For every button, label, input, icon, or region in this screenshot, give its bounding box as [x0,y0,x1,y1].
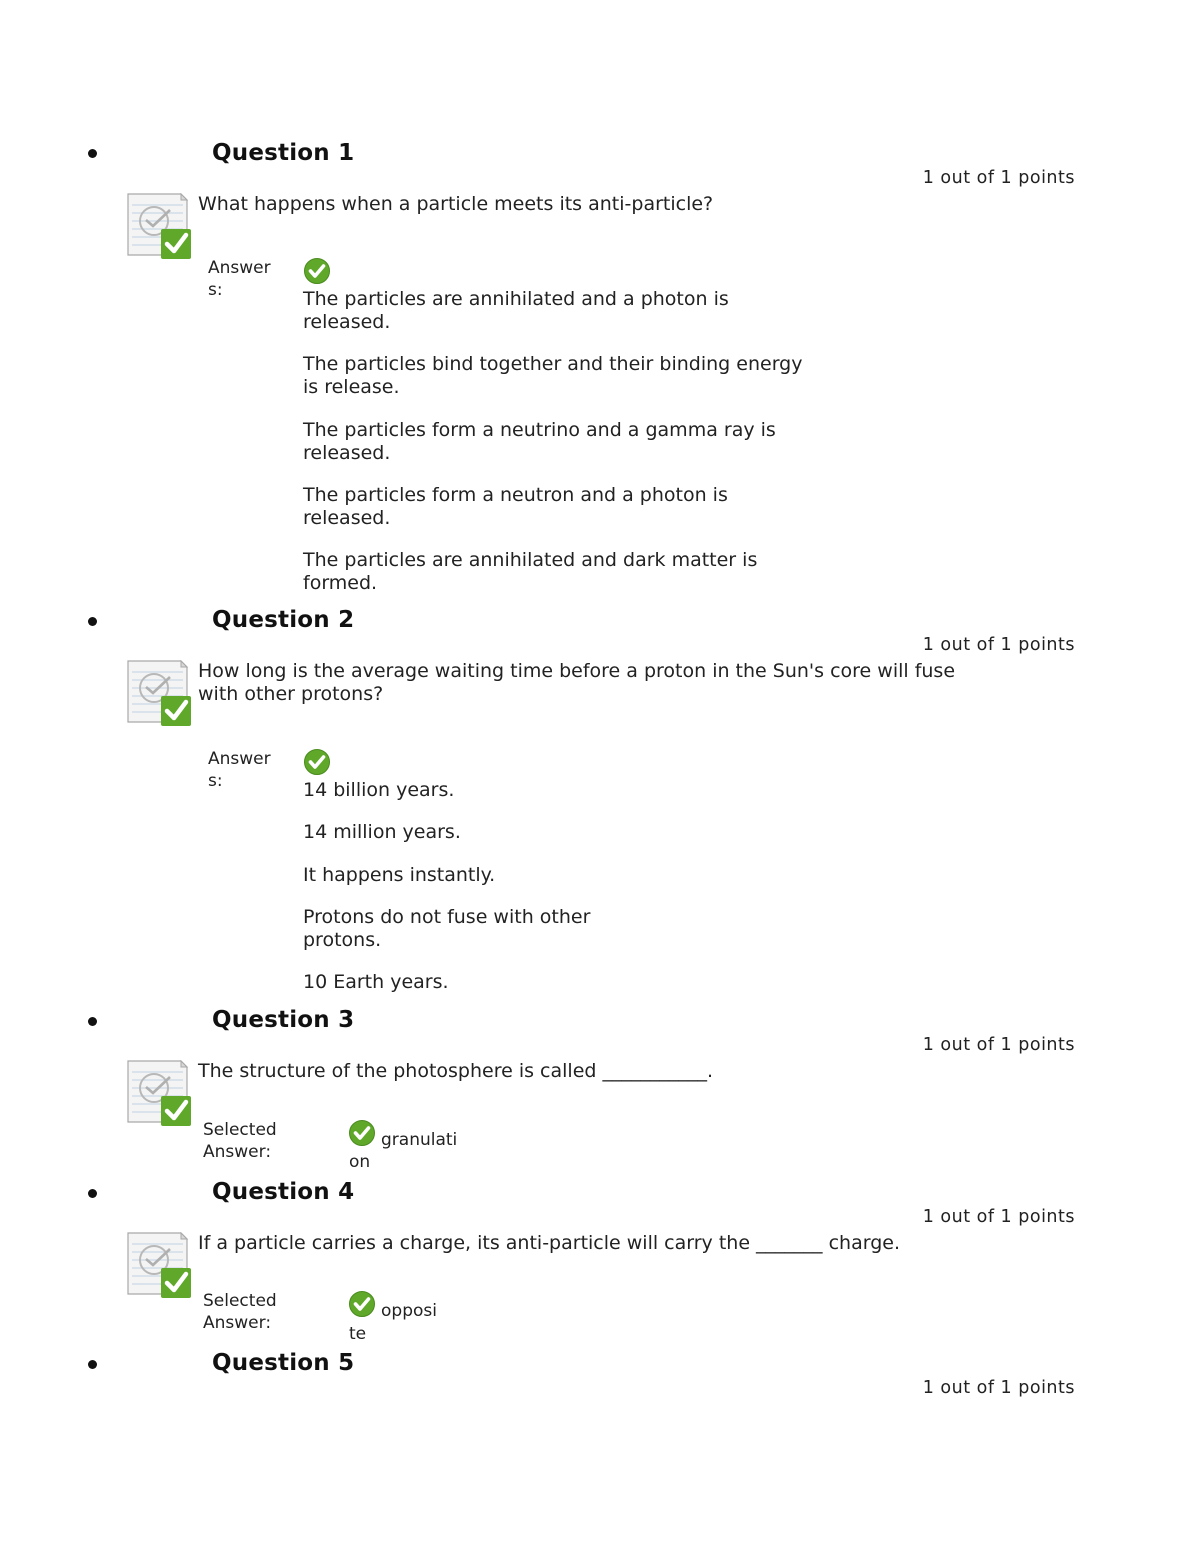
correct-answer-document-icon [125,1232,191,1298]
bullet-icon [88,1360,97,1369]
selected-answer-value: granulati [381,1130,458,1150]
question-points: 1 out of 1 points [922,1035,1075,1055]
question-text: If a particle carries a charge, its anti-particle will carry the _______ charge. [198,1232,900,1254]
question-title: Question 3 [212,1007,355,1033]
answer-option: 10 Earth years. [303,971,449,993]
question-title: Question 1 [212,140,355,166]
question-points: 1 out of 1 points [922,1207,1075,1227]
selected-answer-value-wrap: on [349,1152,371,1172]
bullet-icon [88,1189,97,1198]
correct-check-icon [304,749,330,775]
answer-option: It happens instantly. [303,864,496,886]
answer-option: Protons do not fuse with other protons. [303,906,591,951]
answer-option: The particles are annihilated and a photon is released. [303,288,729,333]
question-title: Question 5 [212,1350,355,1376]
answer-option: The particles form a neutrino and a gamma ray is released. [303,419,776,464]
bullet-icon [88,617,97,626]
correct-answer-document-icon [125,660,191,726]
answers-label: Answer s: [208,258,271,300]
question-points: 1 out of 1 points [922,1378,1075,1398]
answer-option: 14 million years. [303,821,461,843]
correct-check-icon [304,258,330,284]
correct-answer-document-icon [125,1060,191,1126]
question-points: 1 out of 1 points [922,168,1075,188]
question-points: 1 out of 1 points [922,635,1075,655]
question-title: Question 4 [212,1179,355,1205]
selected-answer-label: Selected Answer: [203,1291,277,1333]
question-title: Question 2 [212,607,355,633]
selected-answer-value-wrap: te [349,1324,367,1344]
answer-option: The particles bind together and their binding energy is release. [303,353,803,398]
question-text: What happens when a particle meets its anti-particle? [198,193,714,215]
correct-check-icon [349,1291,375,1317]
correct-check-icon [349,1120,375,1146]
question-text: The structure of the photosphere is called ___________. [198,1060,714,1082]
correct-answer-document-icon [125,193,191,259]
selected-answer-value: opposi [381,1301,437,1321]
question-text: How long is the average waiting time before a proton in the Sun's core will fuse with other protons? [198,660,956,705]
answer-option: The particles are annihilated and dark matter is formed. [303,549,758,594]
answers-label: Answer s: [208,749,271,791]
selected-answer-label: Selected Answer: [203,1120,277,1162]
answer-option: 14 billion years. [303,779,455,801]
bullet-icon [88,149,97,158]
bullet-icon [88,1017,97,1026]
answer-option: The particles form a neutron and a photon is released. [303,484,728,529]
